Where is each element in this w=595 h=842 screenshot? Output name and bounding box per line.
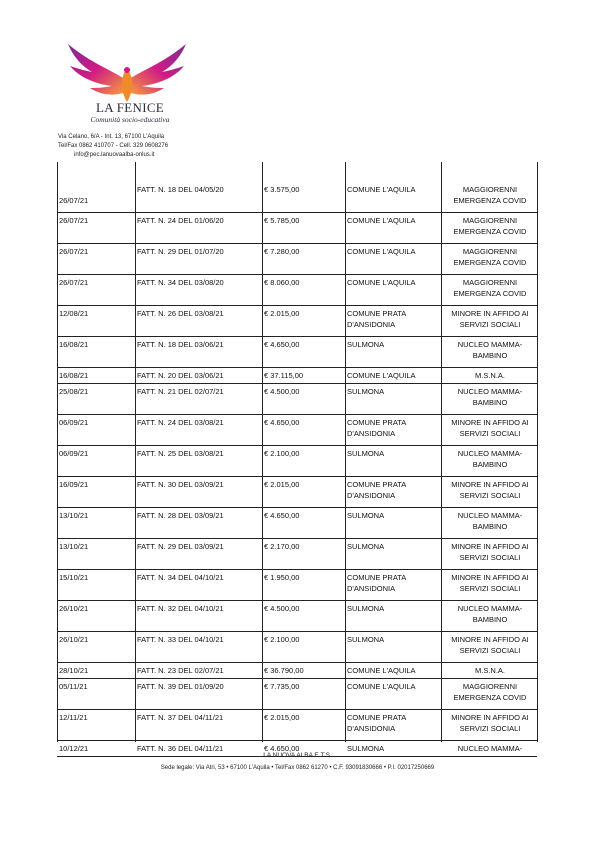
amount-cell: € 4.650,00 [264, 511, 300, 520]
payment-date-cell: 06/09/21 [59, 449, 89, 458]
entity-cell: COMUNE PRATA D'ANSIDONIA [347, 418, 406, 438]
payment-date-cell: 12/11/21 [59, 713, 88, 722]
invoice-cell: FATT. N. 21 DEL 02/07/21 [137, 387, 224, 396]
entity-cell: COMUNE L'AQUILA [347, 682, 416, 691]
service-type-cell: NUCLEO MAMMA-BAMBINO [457, 511, 523, 531]
table-row [57, 601, 537, 632]
amount-cell: € 2.015,00 [264, 713, 300, 722]
payment-date-cell: 13/10/21 [59, 511, 89, 520]
table-row [57, 337, 537, 368]
footer-org-name: LA NUOVA ALBA E.T.S. [263, 752, 332, 759]
entity-cell: COMUNE L'AQUILA [347, 216, 416, 225]
amount-cell: € 2.170,00 [264, 542, 300, 551]
entity-cell: COMUNE PRATA D'ANSIDONIA [347, 713, 406, 733]
invoice-cell: FATT. N. 18 DEL 03/06/21 [137, 340, 224, 349]
invoice-cell: FATT. N. 24 DEL 03/08/21 [137, 418, 224, 427]
entity-cell: SULMONA [347, 449, 385, 458]
amount-cell: € 37.115,00 [264, 371, 304, 380]
invoice-cell: FATT. N. 34 DEL 03/08/20 [137, 278, 224, 287]
entity-cell: COMUNE PRATA D'ANSIDONIA [347, 480, 406, 500]
invoice-cell: FATT. N. 32 DEL 04/10/21 [137, 604, 224, 613]
service-type-cell: MINORE IN AFFIDO AI SERVIZI SOCIALI [451, 309, 529, 329]
table-row [57, 368, 537, 384]
payment-date-cell: 26/07/21 [59, 247, 89, 256]
service-type-cell: M.S.N.A. [474, 371, 505, 380]
payment-date-cell: 26/07/21 [59, 278, 89, 287]
amount-cell: € 4.650,00 [264, 340, 300, 349]
payments-table [57, 162, 537, 757]
payment-date-cell: 25/08/21 [59, 387, 89, 396]
table-row [57, 508, 537, 539]
table-row [57, 244, 537, 275]
invoice-cell: FATT. N. 20 DEL 03/06/21 [137, 371, 224, 380]
payment-date-cell: 06/09/21 [59, 418, 89, 427]
email-line: info@pec.lanuovaalba-onlus.it [74, 152, 155, 158]
amount-cell: € 2.015,00 [264, 309, 300, 318]
invoice-cell: FATT. N. 18 DEL 04/05/20 [137, 185, 224, 194]
amount-cell: € 4.500,00 [264, 387, 300, 396]
payment-date-cell: 16/08/21 [59, 340, 89, 349]
entity-cell: SULMONA [347, 542, 385, 551]
service-type-cell: MINORE IN AFFIDO AI SERVIZI SOCIALI [451, 480, 529, 500]
payment-date-cell: 15/10/21 [59, 573, 89, 582]
amount-cell: € 4.650,00 [264, 744, 300, 753]
table-row [57, 477, 537, 508]
table-row [57, 306, 537, 337]
phoenix-logo-icon [62, 40, 192, 104]
invoice-cell: FATT. N. 23 DEL 02/07/21 [137, 666, 224, 675]
table-row [57, 570, 537, 601]
footer-address: Sede legale: Via Atri, 53 • 67100 L'Aquila • Tel/Fax 0862 61270 • C.F. 93091830666 • P.I. 02017250669 [160, 765, 435, 771]
invoice-cell: FATT. N. 37 DEL 04/11/21 [137, 713, 224, 722]
service-type-cell: NUCLEO MAMMA-BAMBINO [457, 449, 523, 469]
invoice-cell: FATT. N. 39 DEL 01/09/20 [137, 682, 224, 691]
payment-date-cell: 05/11/21 [59, 682, 88, 691]
payment-date-cell: 26/10/21 [59, 635, 89, 644]
table-row [57, 275, 537, 306]
entity-cell: COMUNE L'AQUILA [347, 185, 416, 194]
payment-date-cell: 12/08/21 [59, 309, 89, 318]
service-type-cell: MAGGIORENNI EMERGENZA COVID [453, 682, 527, 702]
table-row [57, 663, 537, 679]
payment-date-cell: 16/08/21 [59, 371, 89, 380]
service-type-cell: MAGGIORENNI EMERGENZA COVID [453, 185, 527, 205]
payment-date-cell: 26/07/21 [59, 216, 89, 225]
entity-cell: SULMONA [347, 635, 385, 644]
service-type-cell: MINORE IN AFFIDO AI SERVIZI SOCIALI [451, 713, 529, 733]
service-type-cell: NUCLEO MAMMA-BAMBINO [457, 387, 523, 407]
invoice-cell: FATT. N. 36 DEL 04/11/21 [137, 744, 224, 753]
invoice-cell: FATT. N. 25 DEL 03/08/21 [137, 449, 224, 458]
invoice-cell: FATT. N. 34 DEL 04/10/21 [137, 573, 224, 582]
entity-cell: COMUNE L'AQUILA [347, 278, 416, 287]
table-row [57, 632, 537, 663]
amount-cell: € 7.280,00 [264, 247, 300, 256]
amount-cell: € 1.950,00 [264, 573, 300, 582]
service-type-cell: MAGGIORENNI EMERGENZA COVID [453, 247, 527, 267]
service-type-cell: MINORE IN AFFIDO AI SERVIZI SOCIALI [451, 418, 529, 438]
payment-date-cell: 13/10/21 [59, 542, 89, 551]
entity-cell: SULMONA [347, 340, 385, 349]
entity-cell: COMUNE PRATA D'ANSIDONIA [347, 309, 406, 329]
amount-cell: € 5.785,00 [264, 216, 300, 225]
entity-cell: COMUNE L'AQUILA [347, 247, 416, 256]
entity-cell: COMUNE PRATA D'ANSIDONIA [347, 573, 406, 593]
org-name: LA FENICE [95, 100, 165, 115]
invoice-cell: FATT. N. 29 DEL 01/07/20 [137, 247, 224, 256]
entity-cell: COMUNE L'AQUILA [347, 666, 416, 675]
payment-date-cell: 16/09/21 [59, 480, 89, 489]
table-row [57, 446, 537, 477]
amount-cell: € 2.100,00 [264, 635, 300, 644]
table-row [57, 213, 537, 244]
service-type-cell: NUCLEO MAMMA-BAMBINO [457, 340, 523, 360]
invoice-cell: FATT. N. 33 DEL 04/10/21 [137, 635, 224, 644]
entity-cell: SULMONA [347, 604, 385, 613]
payment-date-cell: 28/10/21 [59, 666, 89, 675]
invoice-cell: FATT. N. 29 DEL 03/09/21 [137, 542, 224, 551]
table-row [57, 182, 537, 213]
invoice-cell: FATT. N. 26 DEL 03/08/21 [137, 309, 224, 318]
table-row [57, 415, 537, 446]
amount-cell: € 4.650,00 [264, 418, 300, 427]
amount-cell: € 7.735,00 [264, 682, 300, 691]
invoice-cell: FATT. N. 30 DEL 03/09/21 [137, 480, 224, 489]
table-vline [537, 162, 538, 742]
payment-date-cell: 26/10/21 [59, 604, 89, 613]
amount-cell: € 2.100,00 [264, 449, 300, 458]
contact-block [58, 133, 168, 160]
entity-cell: SULMONA [347, 511, 385, 520]
table-row [57, 384, 537, 415]
service-type-cell: NUCLEO MAMMA-BAMBINO [457, 604, 523, 624]
table-row [57, 710, 537, 741]
service-type-cell: MINORE IN AFFIDO AI SERVIZI SOCIALI [451, 542, 529, 562]
payment-date-cell: 26/07/21 [59, 196, 89, 205]
table-row [57, 679, 537, 710]
phone-line: Tel/Fax 0862 410707 - Cell. 329 0608276 [58, 143, 169, 149]
service-type-cell: MAGGIORENNI EMERGENZA COVID [453, 216, 527, 236]
entity-cell: SULMONA [347, 387, 385, 396]
amount-cell: € 8.060,00 [264, 278, 300, 287]
invoice-cell: FATT. N. 28 DEL 03/09/21 [137, 511, 224, 520]
entity-cell: SULMONA [347, 744, 385, 753]
address-line: Via Celano, 6/A - Int. 13, 67100 L'Aquila [58, 134, 165, 140]
service-type-cell: MINORE IN AFFIDO AI SERVIZI SOCIALI [451, 635, 529, 655]
service-type-cell: M.S.N.A. [474, 666, 505, 675]
entity-cell: COMUNE L'AQUILA [347, 371, 416, 380]
table-header-row [57, 162, 537, 182]
service-type-cell: MINORE IN AFFIDO AI SERVIZI SOCIALI [451, 573, 529, 593]
amount-cell: € 3.575,00 [264, 185, 300, 194]
table-row [57, 539, 537, 570]
payment-date-cell: 10/12/21 [59, 744, 89, 753]
invoice-cell: FATT. N. 24 DEL 01/06/20 [137, 216, 224, 225]
service-type-cell: MAGGIORENNI EMERGENZA COVID [453, 278, 527, 298]
amount-cell: € 2.015,00 [264, 480, 300, 489]
service-type-cell: NUCLEO MAMMA- [457, 744, 523, 753]
amount-cell: € 4.500,00 [264, 604, 300, 613]
amount-cell: € 36.790,00 [264, 666, 304, 675]
org-subtitle: Comunità socio-educativa [90, 115, 170, 124]
